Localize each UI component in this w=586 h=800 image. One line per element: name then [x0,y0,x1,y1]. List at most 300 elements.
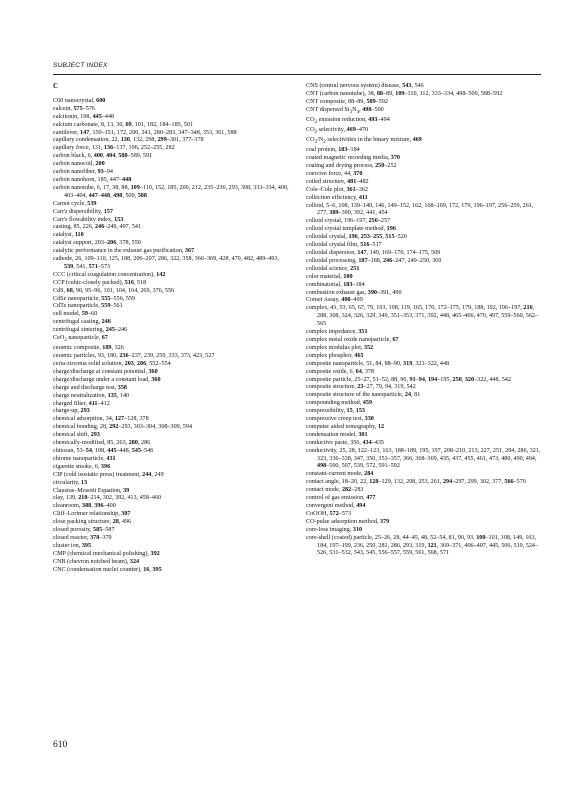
entry-text: –592 [375,98,388,105]
index-entry [53,393,290,401]
entry-text: complex phosphor, [306,352,355,359]
entry-text: –391, 490 [376,289,402,296]
subscript: 2 [314,119,318,126]
index-entry [306,471,543,479]
page-ref-main: 256 [368,218,378,225]
page-ref-main: 246 [94,224,105,231]
index-entry [53,217,290,225]
page-ref-main: 516 [360,242,370,249]
page-ref-main: 284 [364,471,374,478]
page-ref-main: 395 [81,542,92,549]
index-entry [53,201,290,209]
page-ref-main: 445 [107,448,117,454]
page-ref-main: 67 [392,336,399,343]
index-entry [306,274,543,282]
entry-text: clay, 139, [53,495,79,502]
entry-text: –482 [356,178,369,185]
entry-text: composite particle, 25–27, 51–52, 88, 90, [306,376,410,383]
entry-text: combustion exhaust gas, [306,289,368,296]
entry-text: ceria-zirconia solid solution, [53,361,125,368]
entry-text: , 81 [411,392,421,399]
page-ref-main: 147 [80,129,90,136]
index-entry [306,377,543,385]
page-ref-main: 68 [66,287,73,294]
index-entry [53,272,290,280]
index-entry [53,361,290,369]
index-entry [53,130,290,138]
entry-text: CNC (condensation nuclei counter), [53,566,144,573]
entry-text: –246 [114,327,128,334]
entry-text: , 286 [137,440,151,447]
entry-text: colloidal dispersion, [306,250,358,256]
entry-text: complex, 43, 53, 65, 67, 79, 103, 108, 119, 165, 170, 172–175, 179, 188, 192, 196–197, [306,305,524,312]
entry-text: , 541, [73,263,89,270]
entry-text: –195, [437,376,453,383]
page-ref-main: 400 [93,153,103,160]
page-ref-main: 100 [343,273,353,280]
entry-text: –297, 299, 302, 377, [452,479,505,486]
page-ref-main: 299 [157,137,167,144]
subscript: 2 [314,129,318,136]
index-entry [53,543,290,551]
index-entry [53,519,290,527]
entry-text: , [102,153,107,160]
page-ref-main: 459 [362,400,373,407]
page-ref-main: 571 [88,263,98,270]
page-ref-main: 250 [375,163,385,170]
page-ref-main: 69 [125,121,132,128]
entry-text: N [352,106,357,113]
entry-text: –301, 377–378 [166,137,204,144]
entry-text: CNT dispersed Si [306,106,350,113]
page-ref-main: 91 [409,376,416,383]
entry-text: –500 [371,106,384,113]
entry-text: carbon nanohorn, 185, 447– [53,176,123,183]
index-entry [53,559,290,567]
index-entry [53,511,290,519]
entry-text: , [91,503,95,510]
page-ref-main: 12 [377,423,385,430]
subscript: 2 [323,139,326,146]
index-entry [306,147,543,155]
entry-text: , 90, 95–96, 101, 104, 164, 269, 376, 556 [72,287,175,294]
entry-text: , 496 [118,519,132,526]
index-entry [53,456,290,464]
page-ref-main: 246 [101,319,111,326]
entry-text: , 132, 298, [129,137,158,144]
entry-text: –587 [102,527,115,534]
page-ref-main: 251 [350,265,360,272]
page-ref-main: 379 [380,518,390,525]
index-entry [306,127,543,137]
entry-text: cell model, [53,311,82,318]
entry-text: –448 [101,113,115,120]
index-entry [53,464,290,472]
index-entry [306,511,543,519]
entry-text: –448, [116,448,132,454]
index-entry [306,282,543,290]
page-ref-main: 539 [87,200,97,207]
entry-text: composite oxide, 6, [306,368,356,375]
header-rule [53,74,541,75]
subscript: 2 [314,139,318,146]
entry-text: core-loss imaging, [306,526,353,533]
page-ref-main: 15 [346,408,353,415]
index-entries-left [53,98,290,575]
page-ref-main: 448 [100,192,111,199]
page-ref-main: 294 [442,479,453,486]
page-ref-main: 153 [355,408,365,415]
index-entry [53,122,290,130]
entry-text: –556, 559 [110,295,136,302]
index-entry [53,424,290,432]
page-ref-main: 351 [358,329,368,336]
entry-text: colloidal crystal, [306,234,349,241]
entry-text: cigarette smoke, 6, [53,463,101,470]
index-entry [53,296,290,304]
page-ref-main: 498 [113,192,123,199]
entry-text: , 518 [133,279,147,286]
index-entry [53,567,290,575]
index-entry [53,114,290,122]
page-ref-main: 94 [418,376,425,383]
page-ref-main: 588 [137,192,147,199]
entry-text: carbon black, 6, [53,153,94,160]
page-ref-main: 392 [150,550,160,557]
entry-text: color material, [306,273,344,280]
page-ref-main: 206 [107,240,117,247]
entry-text: –494 [377,116,390,123]
entry-text: , 546 [411,83,424,89]
page-ref-main: 183 [343,281,353,288]
page-ref-main: 136 [103,145,114,152]
entry-text: –390, 392, 441, 454 [338,210,388,217]
index-entry [306,424,543,432]
entry-text: –184 [352,281,365,288]
entry-text: –27, 79, 94, 319, 542 [363,384,416,391]
page-ref-main: 555 [101,295,111,302]
page-ref-main: 127 [114,416,125,423]
page-ref-main: 389 [329,210,339,217]
entry-text: –247, 249–250, 369 [392,257,442,264]
entry-text: contact angle, 18–20, 22, [306,479,370,486]
page-ref-main: 469 [412,137,422,144]
entry-text: centrifugal casting, [53,319,102,326]
entry-text: conductivity, 25, 28, 122–123, 163, 188–189, 195, 197, 208–210, 213, 227, 251, 284, 286, 321, 323, 336–338, 347, 350, 353–357, 366, 368–369, 435, 437, 455, 461, 473, 480, 490, 494, [306,447,541,462]
entry-text: –570 [513,479,526,486]
entry-text: charge/discharge at constant potential, [53,368,149,375]
page-ref-main: 128 [369,479,379,486]
entry-text: chemical adsorption, 34, [53,416,115,423]
page-ref-main: 280 [128,440,138,447]
index-entry [306,258,543,266]
page-ref-main: 600 [96,97,106,104]
page-ref-main: 24 [404,392,412,399]
entry-text: , 140 [116,392,130,399]
entry-text: –110, 152, 185, 200, 212, 235–236, 293, 308, 333–334, 400, 403–404, [64,184,289,199]
page-ref-main: 210 [78,495,88,502]
entry-text: –546 [141,448,154,454]
entry-text: –589, 591 [127,153,153,160]
index-entry [306,448,543,472]
page-ref-main: 293 [80,408,90,415]
index-entry [53,185,290,201]
page-ref-main: 310 [352,526,363,533]
page-ref-main: 64 [355,368,362,375]
index-entry [306,290,543,298]
index-entry [53,327,290,335]
entry-text: colloidal processing, [306,257,359,264]
page-ref-main: 244 [142,471,152,478]
page-ref-main: 572 [329,510,339,517]
entry-text: control of gas emission, [306,495,367,502]
page-ref-main: 539 [64,263,74,270]
entry-text: /N [317,137,324,144]
entry-text: conductive paste, 356, [306,439,363,446]
entry-text: close packing structure, [53,519,113,526]
section-letter: C [53,83,58,90]
page-ref-main: 370 [353,170,363,177]
entry-text: –573 [97,263,111,270]
entry-text: CNT (carbon nanotube), 38, [306,90,377,97]
page-ref-main: 431 [106,455,116,462]
index-entry [306,137,543,147]
entry-text: –188, [367,257,383,264]
entry-text: , 509, [122,192,138,199]
entry-text: convergent method, [306,503,357,509]
entry-text: colloidal crystal film, [306,242,361,249]
index-entry [306,171,543,179]
entry-text: , 288, 308, 324, 326, 329, 349, 351–353, 371, 392, 448, 465–466, 470, 497, 559–560, 562–565 [317,305,539,328]
page-ref-main: 28 [112,519,119,526]
page-ref-main: 196 [348,234,358,241]
index-entry [53,106,290,114]
page-ref-main: 293 [90,432,100,439]
page-ref-main: 494 [356,503,366,509]
index-entry [53,345,290,353]
entry-text: , [149,566,153,573]
entry-text: cleanroom, [53,503,82,510]
entry-text: , 369–371, 406–407, 445, 506, 519, 524–526, 531–532, 543, 545, 556–557, 559, 561, 568, 571 [317,542,539,557]
entry-text: Carr's dispersibility, [53,208,104,215]
entry-text: – [369,234,374,241]
index-entry [306,535,543,559]
index-entry [306,107,543,117]
page-ref-main: 566 [504,479,514,486]
page-ref-main: 559 [101,303,111,310]
index-entry [53,161,290,169]
entry-text: CO [306,126,315,133]
entry-text: emission reduction, [317,116,369,123]
page-ref-main: 448 [122,176,132,183]
page-ref-main: 575 [73,105,83,112]
page-ref-main: 396 [100,463,111,470]
entry-text: CNS (central nervous system) disease, [306,83,403,89]
entry-text: complex modulus plot, [306,344,364,351]
index-entry [53,385,290,393]
index-entry [53,488,290,496]
index-column-right [306,83,543,558]
entry-text: CO [306,137,315,144]
page-ref-main: 301 [358,431,368,438]
index-entry [306,361,543,369]
index-entry [53,353,290,361]
entry-text: CNT composite, 88–89, [306,98,367,105]
index-entry [53,303,290,311]
entry-text: CIP (cold isostatic press) treatment, [53,471,143,478]
entry-text: computer aided tomography, [306,423,378,430]
entry-text: carbon nanocoil, [53,161,96,168]
page-ref-main: 16 [143,566,150,573]
index-entry [53,256,290,272]
page-ref-main: 589 [366,98,376,105]
entry-text: casting, 85, 226, [53,224,95,231]
page-ref-main: 588 [118,153,128,160]
index-entry [306,479,543,487]
page-number: 610 [53,740,68,750]
page-ref-main: 200 [95,161,105,168]
entry-text: complex metal oxide nanoparticle, [306,336,393,343]
page-ref-main: 142 [156,271,166,278]
entry-text: charged filter, [53,400,89,407]
entry-text: carbon nanofiber, [53,169,98,176]
index-entry [306,337,543,345]
index-entry [306,495,543,503]
index-entry [306,305,543,329]
entry-text: –412 [97,400,110,407]
index-entry [306,400,543,408]
entry-text: CO [306,116,315,123]
index-entry [53,440,290,448]
entry-text: – [97,192,101,199]
index-entry [306,487,543,495]
entry-text: catalytic performance in the exhaust gas purification, [53,248,185,255]
entry-text: , [133,361,137,368]
index-entry [53,495,290,503]
entry-text: , 378, 550 [116,240,141,247]
entry-text: –249, 497, 541 [104,224,142,231]
entry-text: composite structure, [306,384,358,391]
index-entry [53,177,290,185]
entry-text: , [382,234,386,241]
subscript: 4 [356,108,360,115]
entry-text: capillary force, 131, [53,145,104,152]
entry-text: combinatorial, [306,281,344,288]
entry-text: CdSe nanoparticle, [53,295,102,302]
entry-text: , [359,106,363,113]
page-ref-main: 498 [362,106,372,113]
entry-text: chitosan, 53– [53,448,86,454]
entry-text: CCC (critical coagulation concentration), [53,271,157,278]
index-entry [53,472,290,480]
page-ref-main: 411 [88,400,98,407]
page-ref-main: 360 [151,376,161,383]
page-ref-main: 109 [130,184,140,191]
entry-text: –409 [350,297,363,304]
entry-text: CNB (chevron notched beam), [53,558,130,565]
index-entry [306,203,543,219]
page-ref-main: 321 [427,542,437,549]
page-ref-main: 246 [382,257,393,264]
index-entry [53,335,290,345]
entry-text: condensation model, [306,431,359,438]
entry-text: composite structure of the nanoparticle, [306,392,405,399]
page-ref-main: 282 [341,487,352,494]
page-ref-main: 54 [85,448,92,454]
entry-text: , 150–151, 172, 200, 241, 280–283, 347–348, 353, 361, 588 [89,129,237,136]
entry-text: chemical shift, [53,432,91,439]
running-head: SUBJECT INDEX [53,62,108,69]
entry-text: , [115,153,119,160]
entry-text: compressive creep test, [306,416,365,423]
entry-text: CO-pulse adsorption method, [306,518,381,525]
entry-text: –89, [382,90,396,97]
entry-text: calcium carbonate, 8, 13, 30, [53,121,126,128]
entry-text: cathode, 26, 109–110, 125, 188, 206–207, 286, 322, 358, 366–369, 428, 470, 482, 489–493, [53,256,280,263]
page-ref-main: 320 [464,376,475,383]
entry-text: CdTe nanoparticle, [53,303,102,310]
index-entry [53,448,290,456]
index-entry [306,218,543,226]
index-entry [306,187,543,195]
entry-text: , 378 [361,368,375,375]
entry-text: coiled structure, [306,178,348,185]
entry-text: , 249 [151,471,164,478]
entry-text: –184 [347,147,360,154]
index-entry [306,329,543,337]
entry-text: , 552–554 [146,361,171,368]
index-entry [53,280,290,288]
entry-text: composite nanoparticle, 51, 84, 88–90, [306,360,404,367]
entry-text: –517 [369,242,382,249]
entry-text: , [357,234,361,241]
entry-text: ceramic composite, [53,345,103,352]
index-entry [306,440,543,448]
page-ref-main: 545 [131,448,142,454]
entry-text: –379 [99,534,112,541]
entry-text: colloidal science, [306,265,351,272]
entry-text: colloid crystal, 196–197, [306,218,369,225]
index-entry [53,319,290,327]
entry-text: catalyst, [53,232,75,239]
entry-text: compressibility, [306,408,347,415]
page-ref-main: 434 [362,439,372,446]
index-entry [53,145,290,153]
index-column-left [53,83,290,575]
entry-text: , 101, 182, 184–185, 501 [131,121,194,128]
page-ref-main: 370 [390,155,400,162]
entry-text: –400 [103,503,116,510]
entry-text: coal protein, [306,147,339,154]
entry-text: coated magnetic recording media, [306,155,391,162]
index-entry [306,226,543,234]
index-entry [53,480,290,488]
index-entry [53,401,290,409]
entry-text: chemically-modified, 85, 263, [53,440,129,447]
entry-text: –561 [110,303,123,310]
entry-text: CdS, [53,287,67,294]
entry-text: charge neutralization, [53,392,108,399]
index-entry [306,163,543,171]
page-ref-main: 153 [114,216,124,223]
page-ref-main: 465 [354,352,364,359]
page-ref-main: 216 [523,305,533,312]
subscript: 3 [349,108,353,115]
page-ref-main: 292 [109,424,119,431]
entry-text: , 321–322, 448 [412,360,450,367]
page-ref-main: 93 [97,169,104,176]
page-ref-main: 378 [90,534,100,541]
